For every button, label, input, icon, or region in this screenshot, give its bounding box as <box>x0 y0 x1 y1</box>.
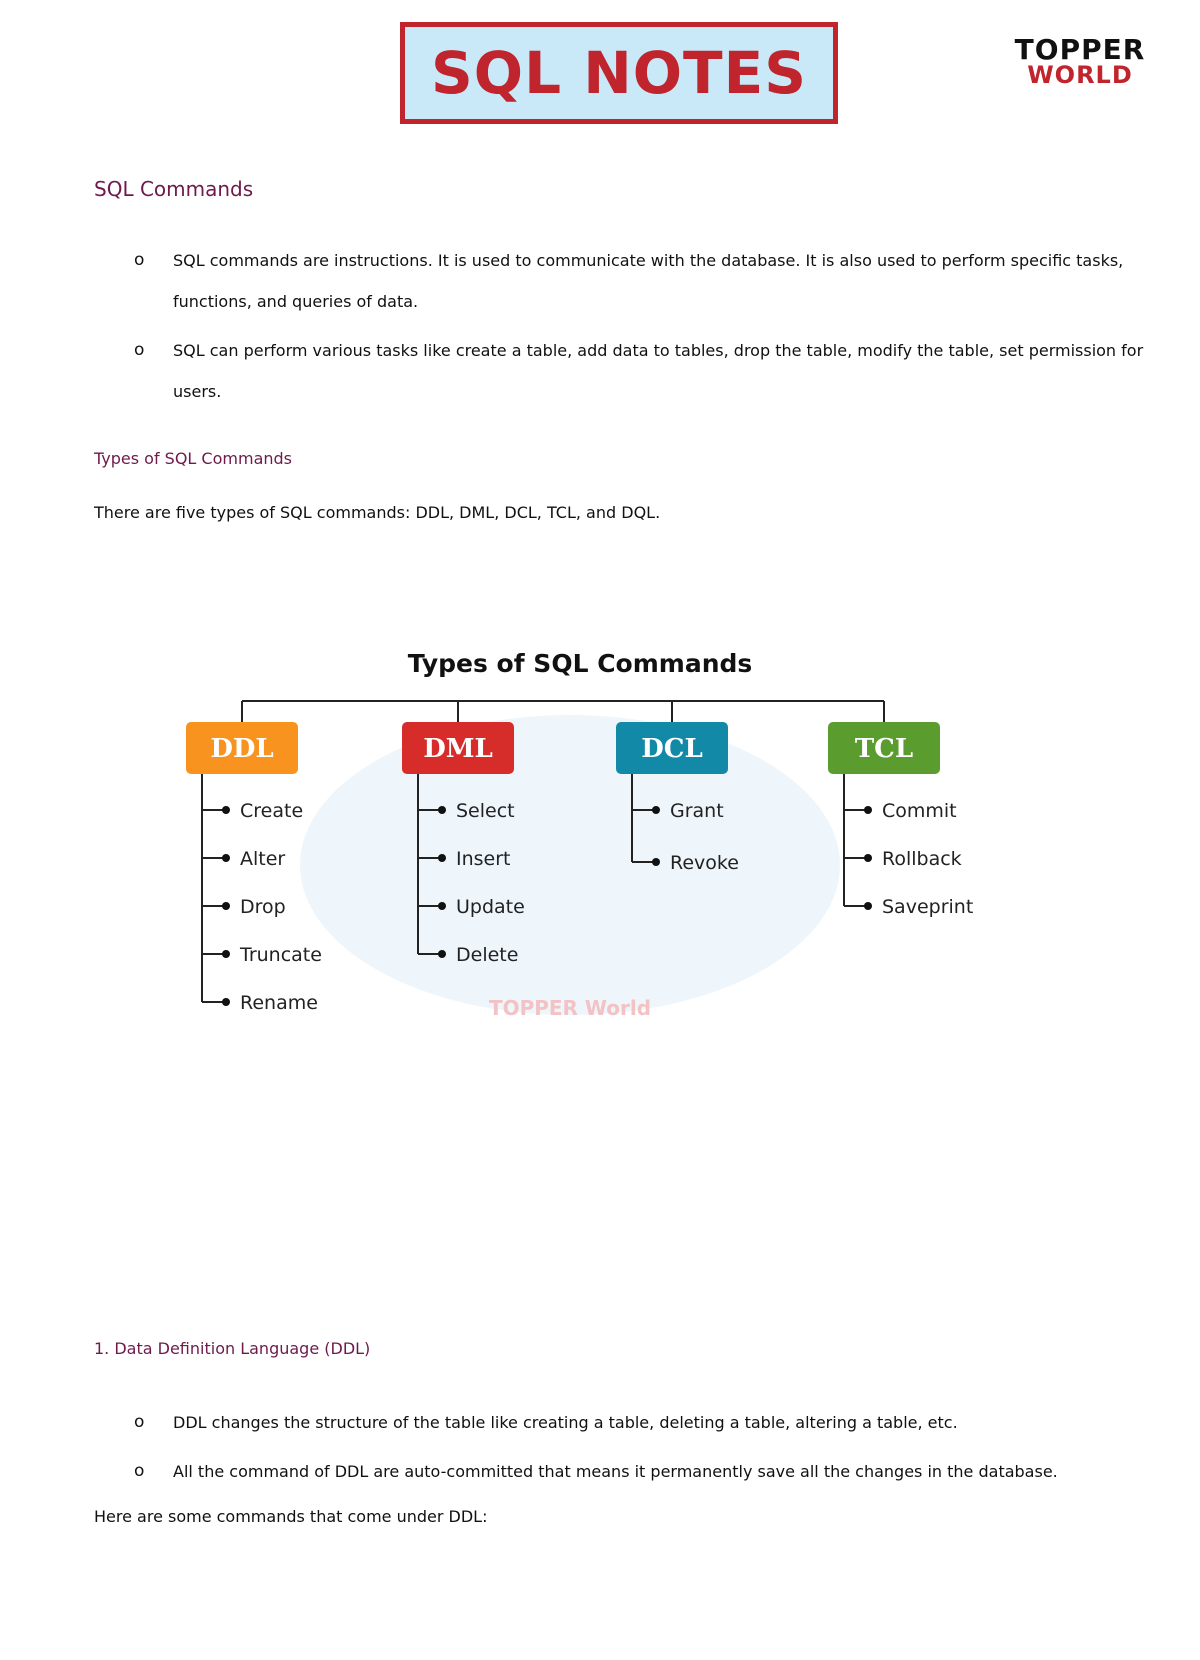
bullet-marker: o <box>134 340 145 360</box>
item-label-rename: Rename <box>240 992 318 1014</box>
category-label-dml: DML <box>423 734 493 764</box>
bullet-item <box>134 240 1144 322</box>
item-label-drop: Drop <box>240 896 286 918</box>
page-title: SQL NOTES <box>430 39 808 107</box>
bullet-item <box>134 1402 1144 1443</box>
bullet-marker: o <box>134 1461 145 1481</box>
bullet-item <box>134 330 1144 412</box>
item-label-create: Create <box>240 800 304 822</box>
item-bullet <box>864 854 872 862</box>
item-bullet <box>222 998 230 1006</box>
item-label-delete: Delete <box>456 944 519 966</box>
item-bullet <box>652 806 660 814</box>
diagram-canvas <box>150 640 1010 1080</box>
watermark-text: TOPPER World <box>488 996 652 1020</box>
diagram-title: Types of SQL Commands <box>407 649 753 678</box>
item-label-insert: Insert <box>456 848 511 870</box>
item-bullet <box>222 854 230 862</box>
item-label-alter: Alter <box>240 848 286 870</box>
category-label-dcl: DCL <box>641 734 703 764</box>
intro-paragraph: There are five types of SQL commands: DDL, DML, DCL, TCL, and DQL. <box>94 503 661 522</box>
category-label-ddl: DDL <box>210 734 274 764</box>
item-label-saveprint: Saveprint <box>882 896 974 918</box>
bullet-text: SQL commands are instructions. It is used to communicate with the database. It is also used to perform specific tasks, functions, and queries of data. <box>173 251 1124 311</box>
item-bullet <box>864 806 872 814</box>
bullet-marker: o <box>134 1412 145 1432</box>
item-bullet <box>438 806 446 814</box>
item-bullet <box>438 854 446 862</box>
item-bullet <box>222 902 230 910</box>
bullet-text: DDL changes the structure of the table like creating a table, deleting a table, altering a table, etc. <box>173 1413 958 1432</box>
item-label-select: Select <box>456 800 515 822</box>
item-bullet <box>864 902 872 910</box>
item-bullet <box>222 950 230 958</box>
bullet-text: SQL can perform various tasks like create a table, add data to tables, drop the table, modify the table, set permission for users. <box>173 341 1144 401</box>
section-heading-ddl: 1. Data Definition Language (DDL) <box>94 1339 371 1358</box>
item-label-grant: Grant <box>670 800 724 822</box>
bullet-item <box>134 1451 1144 1492</box>
watermark-shape <box>300 715 840 1015</box>
bullet-text: All the command of DDL are auto-committed that means it permanently save all the changes in the database. <box>173 1462 1058 1481</box>
item-label-revoke: Revoke <box>670 852 739 874</box>
item-bullet <box>222 806 230 814</box>
logo-line-2: WORLD <box>1027 61 1133 89</box>
item-label-update: Update <box>456 896 525 918</box>
outro-paragraph: Here are some commands that come under DDL: <box>94 1507 488 1526</box>
item-label-truncate: Truncate <box>240 944 322 966</box>
sql-command-types-diagram <box>150 640 1010 1080</box>
section-heading-sql-commands: SQL Commands <box>94 177 254 201</box>
category-label-tcl: TCL <box>854 734 914 764</box>
section-heading-types: Types of SQL Commands <box>94 449 292 468</box>
title-banner <box>400 22 838 124</box>
item-bullet <box>438 902 446 910</box>
logo-line-1: TOPPER <box>1014 33 1146 66</box>
topper-world-logo <box>1010 33 1150 89</box>
item-bullet <box>438 950 446 958</box>
item-bullet <box>652 858 660 866</box>
item-label-rollback: Rollback <box>882 848 962 870</box>
bullet-marker: o <box>134 250 145 270</box>
item-label-commit: Commit <box>882 800 957 822</box>
